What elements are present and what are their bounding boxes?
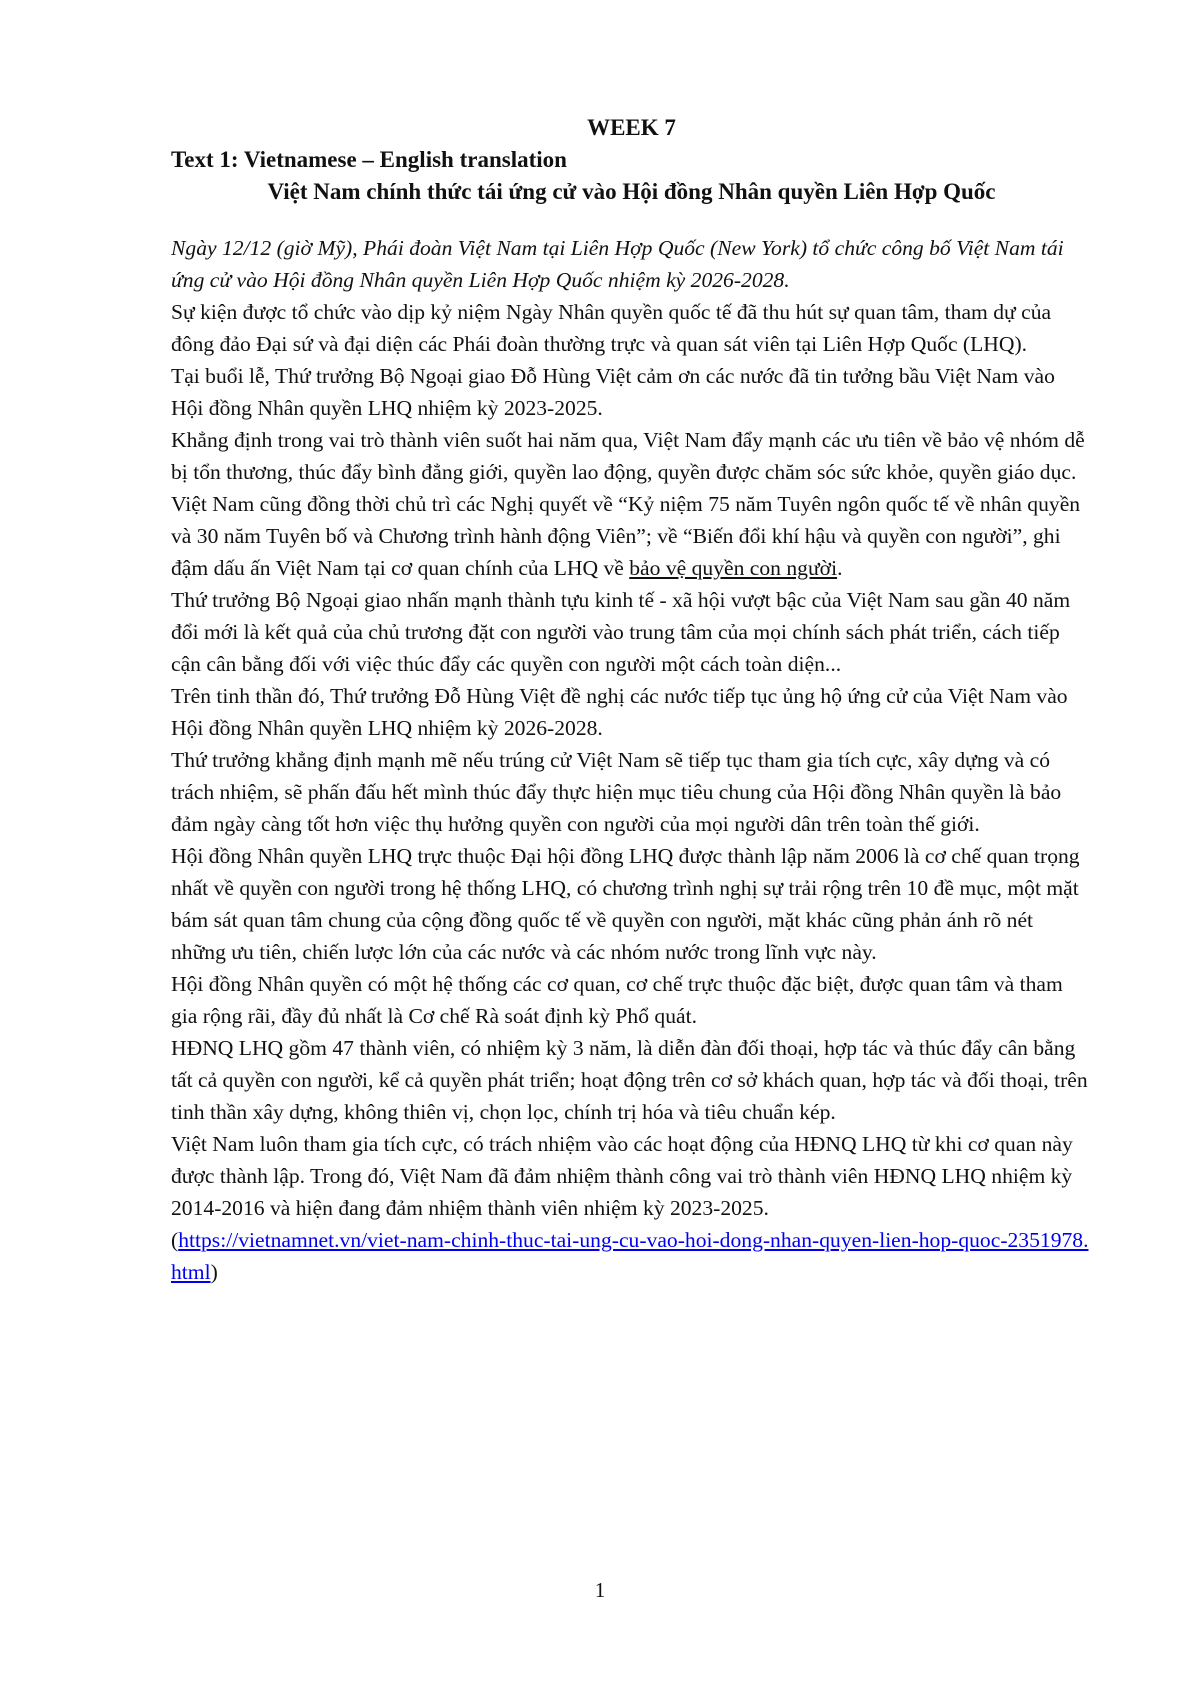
source-open-paren: ( [171, 1228, 179, 1252]
resolutions-end: . [837, 556, 843, 580]
page-number: 1 [594, 1578, 606, 1602]
paragraph-ceremony: Tại buổi lễ, Thứ trưởng Bộ Ngoại giao Đỗ Hùng Việt cảm ơn các nước đã tin tưởng bầu Việt Nam vào Hội đồng Nhân quyền LHQ nhiệm kỳ 2023-2025. [171, 364, 1055, 420]
paragraph-priorities: Khẳng định trong vai trò thành viên suốt hai năm qua, Việt Nam đẩy mạnh các ưu tiên về bảo vệ nhóm dễ bị tổn thương, thúc đẩy bình đẳng giới, quyền lao động, quyền được chăm sóc sức khỏe, quyền giáo dục. [171, 428, 1085, 484]
paragraph-commitment: Thứ trưởng khẳng định mạnh mẽ nếu trúng cử Việt Nam sẽ tiếp tục tham gia tích cực, xây dựng và có trách nhiệm, sẽ phấn đấu hết mình thúc đẩy thực hiện mục tiêu chung của Hội đồng Nhân quyền là bảo đảm ngày càng tốt hơn việc thụ hưởng quyền con người của mọi người dân trên toàn thế giới. [171, 748, 1062, 836]
source-citation [171, 1224, 1092, 1288]
paragraph-mechanisms: Hội đồng Nhân quyền có một hệ thống các cơ quan, cơ chế trực thuộc đặc biệt, được quan tâm và tham gia rộng rãi, đầy đủ nhất là Cơ chế Rà soát định kỳ Phổ quát. [171, 972, 1063, 1028]
source-close-paren: ) [210, 1260, 218, 1284]
underlined-phrase: bảo vệ quyền con người [629, 556, 838, 580]
paragraph-event: Sự kiện được tổ chức vào dịp kỷ niệm Ngày Nhân quyền quốc tế đã thu hút sự quan tâm, tham dự của đông đảo Đại sứ và đại diện các Phái đoàn thường trực và quan sát viên tại Liên Hợp Quốc (LHQ). [171, 300, 1052, 356]
document-body [171, 112, 1092, 1288]
paragraph-request-support: Trên tinh thần đó, Thứ trưởng Đỗ Hùng Việt đề nghị các nước tiếp tục ủng hộ ứng cử của Việt Nam vào Hội đồng Nhân quyền LHQ nhiệm kỳ 2026-2028. [171, 684, 1068, 740]
paragraph-council-history: Hội đồng Nhân quyền LHQ trực thuộc Đại hội đồng LHQ được thành lập năm 2006 là cơ chế quan trọng nhất về quyền con người trong hệ thống LHQ, có chương trình nghị sự trải rộng trên 10 đề mục, một mặt bám sát quan tâm chung của cộng đồng quốc tế về quyền con người, mặt khác cũng phản ánh rõ nét những ưu tiên, chiến lược lớn của các nước và các nhóm nước trong lĩnh vực này. [171, 844, 1080, 964]
paragraph-vietnam-role: Việt Nam luôn tham gia tích cực, có trách nhiệm vào các hoạt động của HĐNQ LHQ từ khi cơ quan này được thành lập. Trong đó, Việt Nam đã đảm nhiệm thành công vai trò thành viên HĐNQ LHQ nhiệm kỳ 2014-2016 và hiện đang đảm nhiệm thành viên nhiệm kỳ 2023-2025. [171, 1132, 1073, 1220]
paragraph-resolutions [171, 488, 1092, 584]
paragraph-membership: HĐNQ LHQ gồm 47 thành viên, có nhiệm kỳ 3 năm, là diễn đàn đối thoại, hợp tác và thúc đẩy cân bằng tất cả quyền con người, kể cả quyền phát triển; hoạt động trên cơ sở khách quan, hợp tác và đối thoại, trên tinh thần xây dựng, không thiên vị, chọn lọc, chính trị hóa và tiêu chuẩn kép. [171, 1036, 1088, 1124]
lead-paragraph: Ngày 12/12 (giờ Mỹ), Phái đoàn Việt Nam tại Liên Hợp Quốc (New York) tổ chức công bố Việt Nam tái ứng cử vào Hội đồng Nhân quyền Liên Hợp Quốc nhiệm kỳ 2026-2028. [171, 236, 1064, 292]
week-heading: WEEK 7 [587, 115, 676, 140]
article-title: Việt Nam chính thức tái ứng cử vào Hội đồng Nhân quyền Liên Hợp Quốc [267, 179, 996, 204]
text-label-heading: Text 1: Vietnamese – English translation [171, 147, 567, 172]
paragraph-achievements: Thứ trưởng Bộ Ngoại giao nhấn mạnh thành tựu kinh tế - xã hội vượt bậc của Việt Nam sau gần 40 năm đổi mới là kết quả của chủ trương đặt con người vào trung tâm của mọi chính sách phát triển, cách tiếp cận cân bằng đối với việc thúc đẩy các quyền con người một cách toàn diện... [171, 588, 1071, 676]
source-link[interactable]: https://vietnamnet.vn/viet-nam-chinh-thuc-tai-ung-cu-vao-hoi-dong-nhan-quyen-lien-hop-quoc-2351978.html [171, 1228, 1089, 1284]
resolutions-text: Việt Nam cũng đồng thời chủ trì các Nghị quyết về “Kỷ niệm 75 năm Tuyên ngôn quốc tế về nhân quyền và 30 năm Tuyên bố và Chương trình hành động Viên”; về “Biến đổi khí hậu và quyền con người”, ghi đậm dấu ấn Việt Nam tại cơ quan chính của LHQ về [171, 492, 1081, 580]
